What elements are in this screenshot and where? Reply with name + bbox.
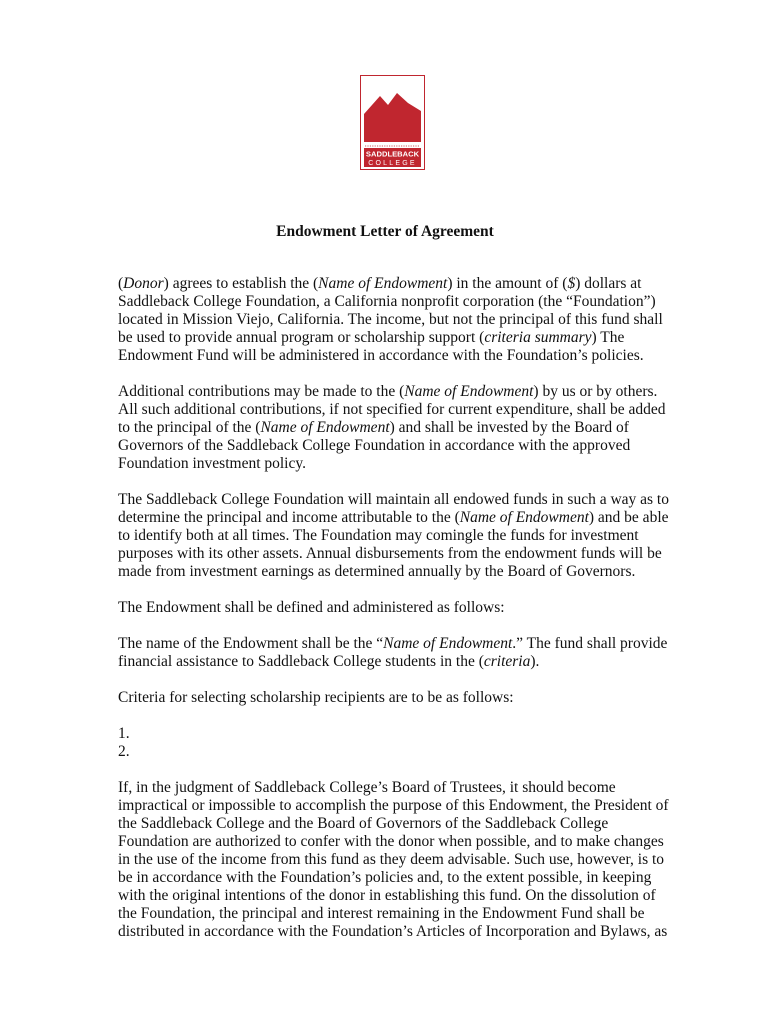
document-title: Endowment Letter of Agreement bbox=[276, 223, 494, 240]
paragraph-endowment-name bbox=[118, 635, 668, 671]
paragraph-establishment bbox=[118, 275, 663, 365]
text-line: located in Mission Viejo, California. The income, but not the principal of this fund shall bbox=[118, 311, 663, 328]
text-line: The name of the Endowment shall be the “Name of Endowment.” The fund shall provide bbox=[118, 635, 668, 652]
text-line: financial assistance to Saddleback College students in the (criteria). bbox=[118, 653, 540, 670]
text-line: Endowment Fund will be administered in accordance with the Foundation’s policies. bbox=[118, 347, 644, 364]
text-line: Additional contributions may be made to the (Name of Endowment) by us or by others. bbox=[118, 383, 658, 400]
text-line: to the principal of the (Name of Endowment) and shall be invested by the Board of bbox=[118, 419, 629, 436]
list-item: 1. bbox=[118, 725, 130, 742]
text-line: the Saddleback College and the Board of Governors of the Saddleback College bbox=[118, 815, 609, 832]
text-line: be in accordance with the Foundation’s policies and, to the extent possible, in keeping bbox=[118, 869, 652, 886]
text-line: Saddleback College Foundation, a California nonprofit corporation (the “Foundation”) bbox=[118, 293, 656, 310]
text-line: to identify both at all times. The Foundation may comingle the funds for investment bbox=[118, 527, 639, 544]
text-line: with the original intentions of the donor in establishing this fund. On the dissolution of bbox=[118, 887, 656, 904]
mountain-logo-icon bbox=[361, 76, 424, 169]
text-line: Governors of the Saddleback College Foundation in accordance with the approved bbox=[118, 437, 631, 454]
text-line: purposes with its other assets. Annual disbursements from the endowment funds will be bbox=[118, 545, 662, 562]
saddleback-college-logo bbox=[360, 75, 425, 170]
document-body bbox=[118, 275, 669, 959]
text-line: If, in the judgment of Saddleback College’s Board of Trustees, it should become bbox=[118, 779, 616, 796]
text-line: The Saddleback College Foundation will maintain all endowed funds in such a way as to bbox=[118, 491, 669, 508]
text-line: Foundation investment policy. bbox=[118, 455, 306, 472]
text-line: the Foundation, the principal and interest remaining in the Endowment Fund shall be bbox=[118, 905, 645, 922]
criteria-list bbox=[118, 725, 663, 761]
paragraph-definition: The Endowment shall be defined and administered as follows: bbox=[118, 599, 505, 616]
text-line: impractical or impossible to accomplish the purpose of this Endowment, the President of bbox=[118, 797, 669, 814]
text-line: in the use of the income from this fund as they deem advisable. Such use, however, is to bbox=[118, 851, 665, 868]
text-line: be used to provide annual program or scholarship support (criteria summary) The bbox=[118, 329, 625, 346]
text-line: determine the principal and income attributable to the (Name of Endowment) and be able bbox=[118, 509, 669, 526]
text-line: All such additional contributions, if not specified for current expenditure, shall be added bbox=[118, 401, 666, 418]
paragraph-additional-contributions bbox=[118, 383, 666, 473]
list-item: 2. bbox=[118, 743, 130, 760]
paragraph-criteria-intro: Criteria for selecting scholarship recipients are to be as follows: bbox=[118, 689, 514, 706]
logo-line-1: SADDLEBACK bbox=[365, 149, 420, 159]
paragraph-fund-maintenance bbox=[118, 491, 669, 581]
text-line: Foundation are authorized to confer with the donor when possible, and to make changes bbox=[118, 833, 664, 850]
text-line: (Donor) agrees to establish the (Name of Endowment) in the amount of ($) dollars at bbox=[118, 275, 642, 292]
text-line: made from investment earnings as determined annually by the Board of Governors. bbox=[118, 563, 636, 580]
logo-line-2: COLLEGE bbox=[368, 160, 417, 167]
text-line: distributed in accordance with the Foundation’s Articles of Incorporation and Bylaws, as bbox=[118, 923, 668, 940]
paragraph-changes-and-dissolution bbox=[118, 779, 669, 941]
